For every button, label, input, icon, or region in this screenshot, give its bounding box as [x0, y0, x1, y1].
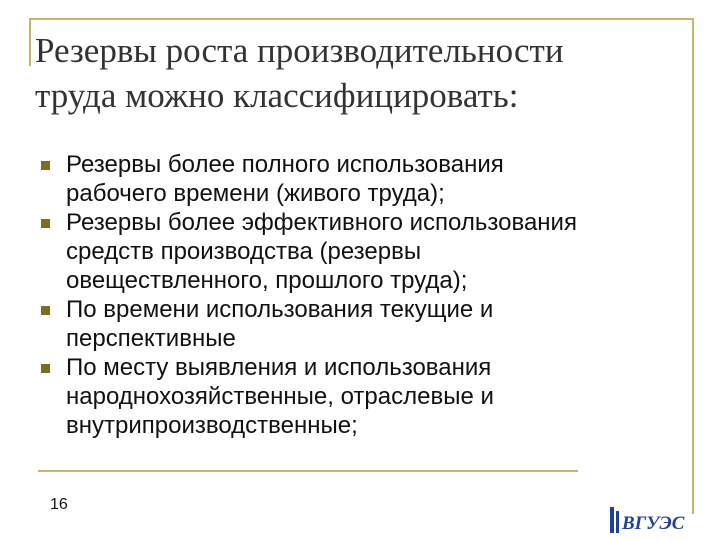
bullet-text-line: народнохозяйственные, отраслевые и: [66, 383, 494, 410]
slide-title-line-2: труда можно классифицировать:: [35, 76, 519, 115]
logo-text: ВГУЭС: [622, 513, 685, 534]
bullet-text-line: средств производства (резервы: [66, 238, 422, 265]
bullet-text-line: Резервы более эффективного использования: [66, 209, 577, 236]
slide-title: [35, 28, 675, 118]
square-bullet-icon: [41, 219, 50, 228]
slide-title-line-1: Резервы роста производительности: [35, 31, 564, 70]
square-bullet-icon: [41, 306, 50, 315]
frame-right-line: [692, 18, 694, 514]
bullet-text-line: овеществленного, прошлого труда);: [66, 267, 468, 294]
university-logo-icon: [608, 505, 692, 535]
page-number: 16: [50, 496, 68, 513]
bullet-text-line: Резервы более полного использования: [66, 151, 504, 178]
bullet-item: [40, 150, 680, 208]
bullet-text-line: рабочего времени (живого труда);: [66, 180, 445, 207]
bullet-text-line: перспективные: [66, 325, 236, 352]
bullet-item: [40, 353, 680, 440]
square-bullet-icon: [41, 161, 50, 170]
frame-left-line: [29, 18, 31, 66]
bullet-text-line: внутрипроизводственные;: [66, 412, 358, 439]
bullet-text-line: По месту выявления и использования: [66, 354, 492, 381]
bullet-text-line: По времени использования текущие и: [66, 296, 494, 323]
bullet-item: [40, 208, 680, 295]
frame-top-line: [29, 18, 694, 20]
square-bullet-icon: [41, 364, 50, 373]
frame-bottom-line: [38, 470, 578, 472]
bullet-list: [40, 150, 680, 440]
bullet-item: [40, 295, 680, 353]
